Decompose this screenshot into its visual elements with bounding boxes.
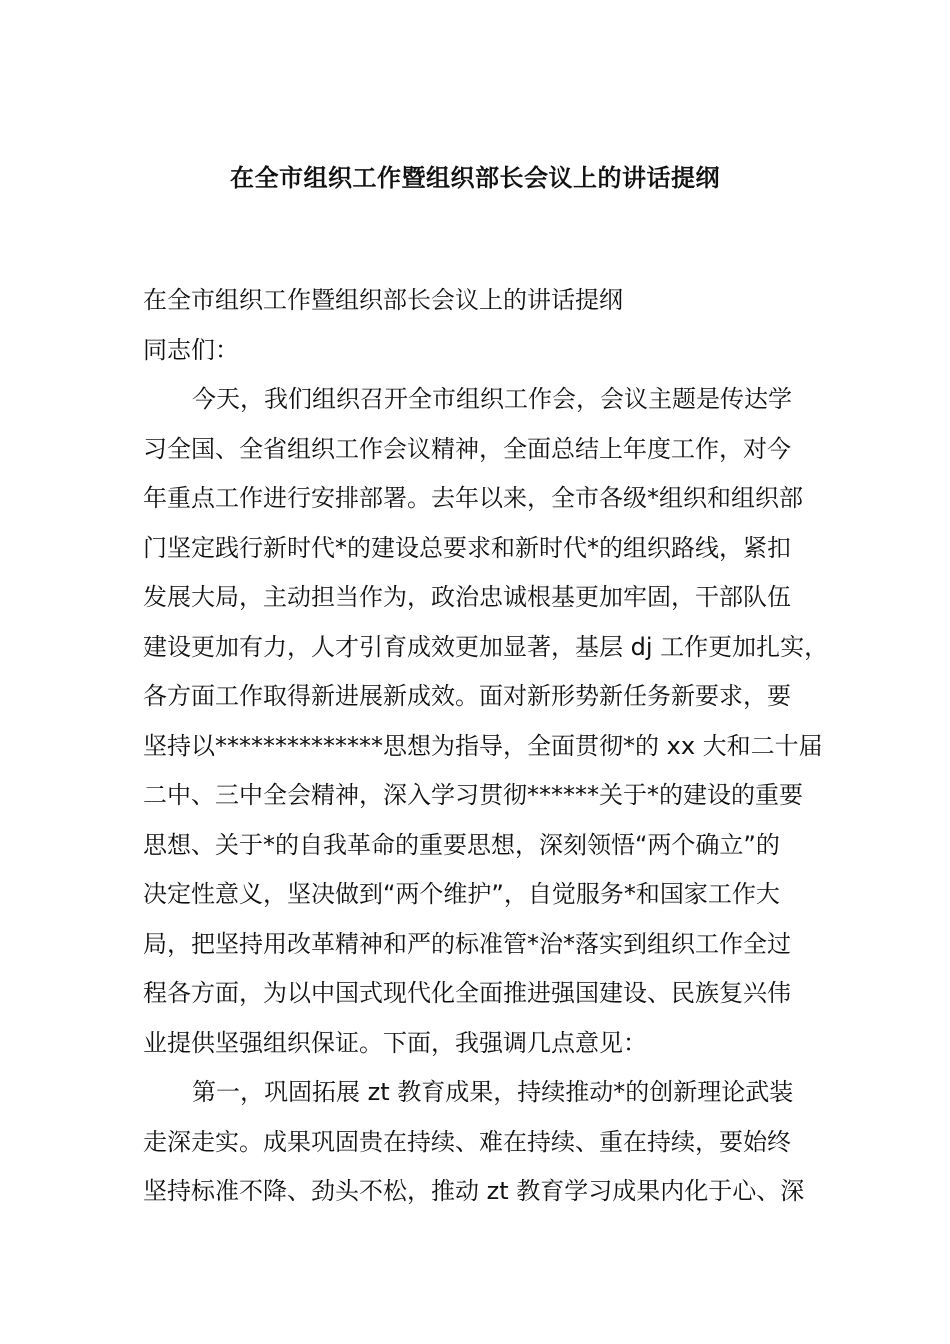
salutation-line: 同志们： xyxy=(143,335,239,364)
paragraph-line: 第一，巩固拓展 zt 教育成果，持续推动*的创新理论武装 xyxy=(192,1078,794,1106)
paragraph-line: 走深走实。成果巩固贵在持续、难在持续、重在持续，要始终 xyxy=(143,1127,791,1156)
paragraph-line: 建设更加有力，人才引育成效更加显著，基层 dj 工作更加扎实， xyxy=(143,632,829,661)
paragraph-line: 业提供坚强组织保证。下面，我强调几点意见： xyxy=(143,1028,647,1057)
paragraph-line: 坚持以**************思想为指导，全面贯彻*的 xx 大和二十届 xyxy=(143,731,823,760)
paragraph-line: 各方面工作取得新进展新成效。面对新形势新任务新要求，要 xyxy=(143,682,791,710)
paragraph-line: 局，把坚持用改革精神和严的标准管*治*落实到组织工作全过 xyxy=(143,929,791,958)
document-body xyxy=(143,276,829,1217)
paragraph-line: 年重点工作进行安排部署。去年以来，全市各级*组织和组织部 xyxy=(143,484,803,512)
paragraph-line: 门坚定践行新时代*的建设总要求和新时代*的组织路线，紧扣 xyxy=(143,533,791,562)
document-title: 在全市组织工作暨组织部长会议上的讲话提纲 xyxy=(230,164,720,192)
paragraph-line: 坚持标准不降、劲头不松，推动 zt 教育学习成果内化于心、深 xyxy=(143,1177,805,1205)
paragraph-line: 思想、关于*的自我革命的重要思想，深刻领悟“两个确立”的 xyxy=(143,830,780,859)
paragraph-line: 习全国、全省组织工作会议精神，全面总结上年度工作，对今 xyxy=(143,434,791,463)
paragraph-line: 决定性意义，坚决做到“两个维护”，自觉服务*和国家工作大 xyxy=(143,880,780,908)
paragraph-line: 程各方面，为以中国式现代化全面推进强国建设、民族复兴伟 xyxy=(143,979,791,1007)
paragraph-line: 今天，我们组织召开全市组织工作会，会议主题是传达学 xyxy=(192,385,792,413)
paragraph-line: 发展大局，主动担当作为，政治忠诚根基更加牢固，干部队伍 xyxy=(143,583,791,611)
subtitle-line: 在全市组织工作暨组织部长会议上的讲话提纲 xyxy=(143,286,623,314)
paragraph-line: 二中、三中全会精神，深入学习贯彻******关于*的建设的重要 xyxy=(143,781,803,809)
